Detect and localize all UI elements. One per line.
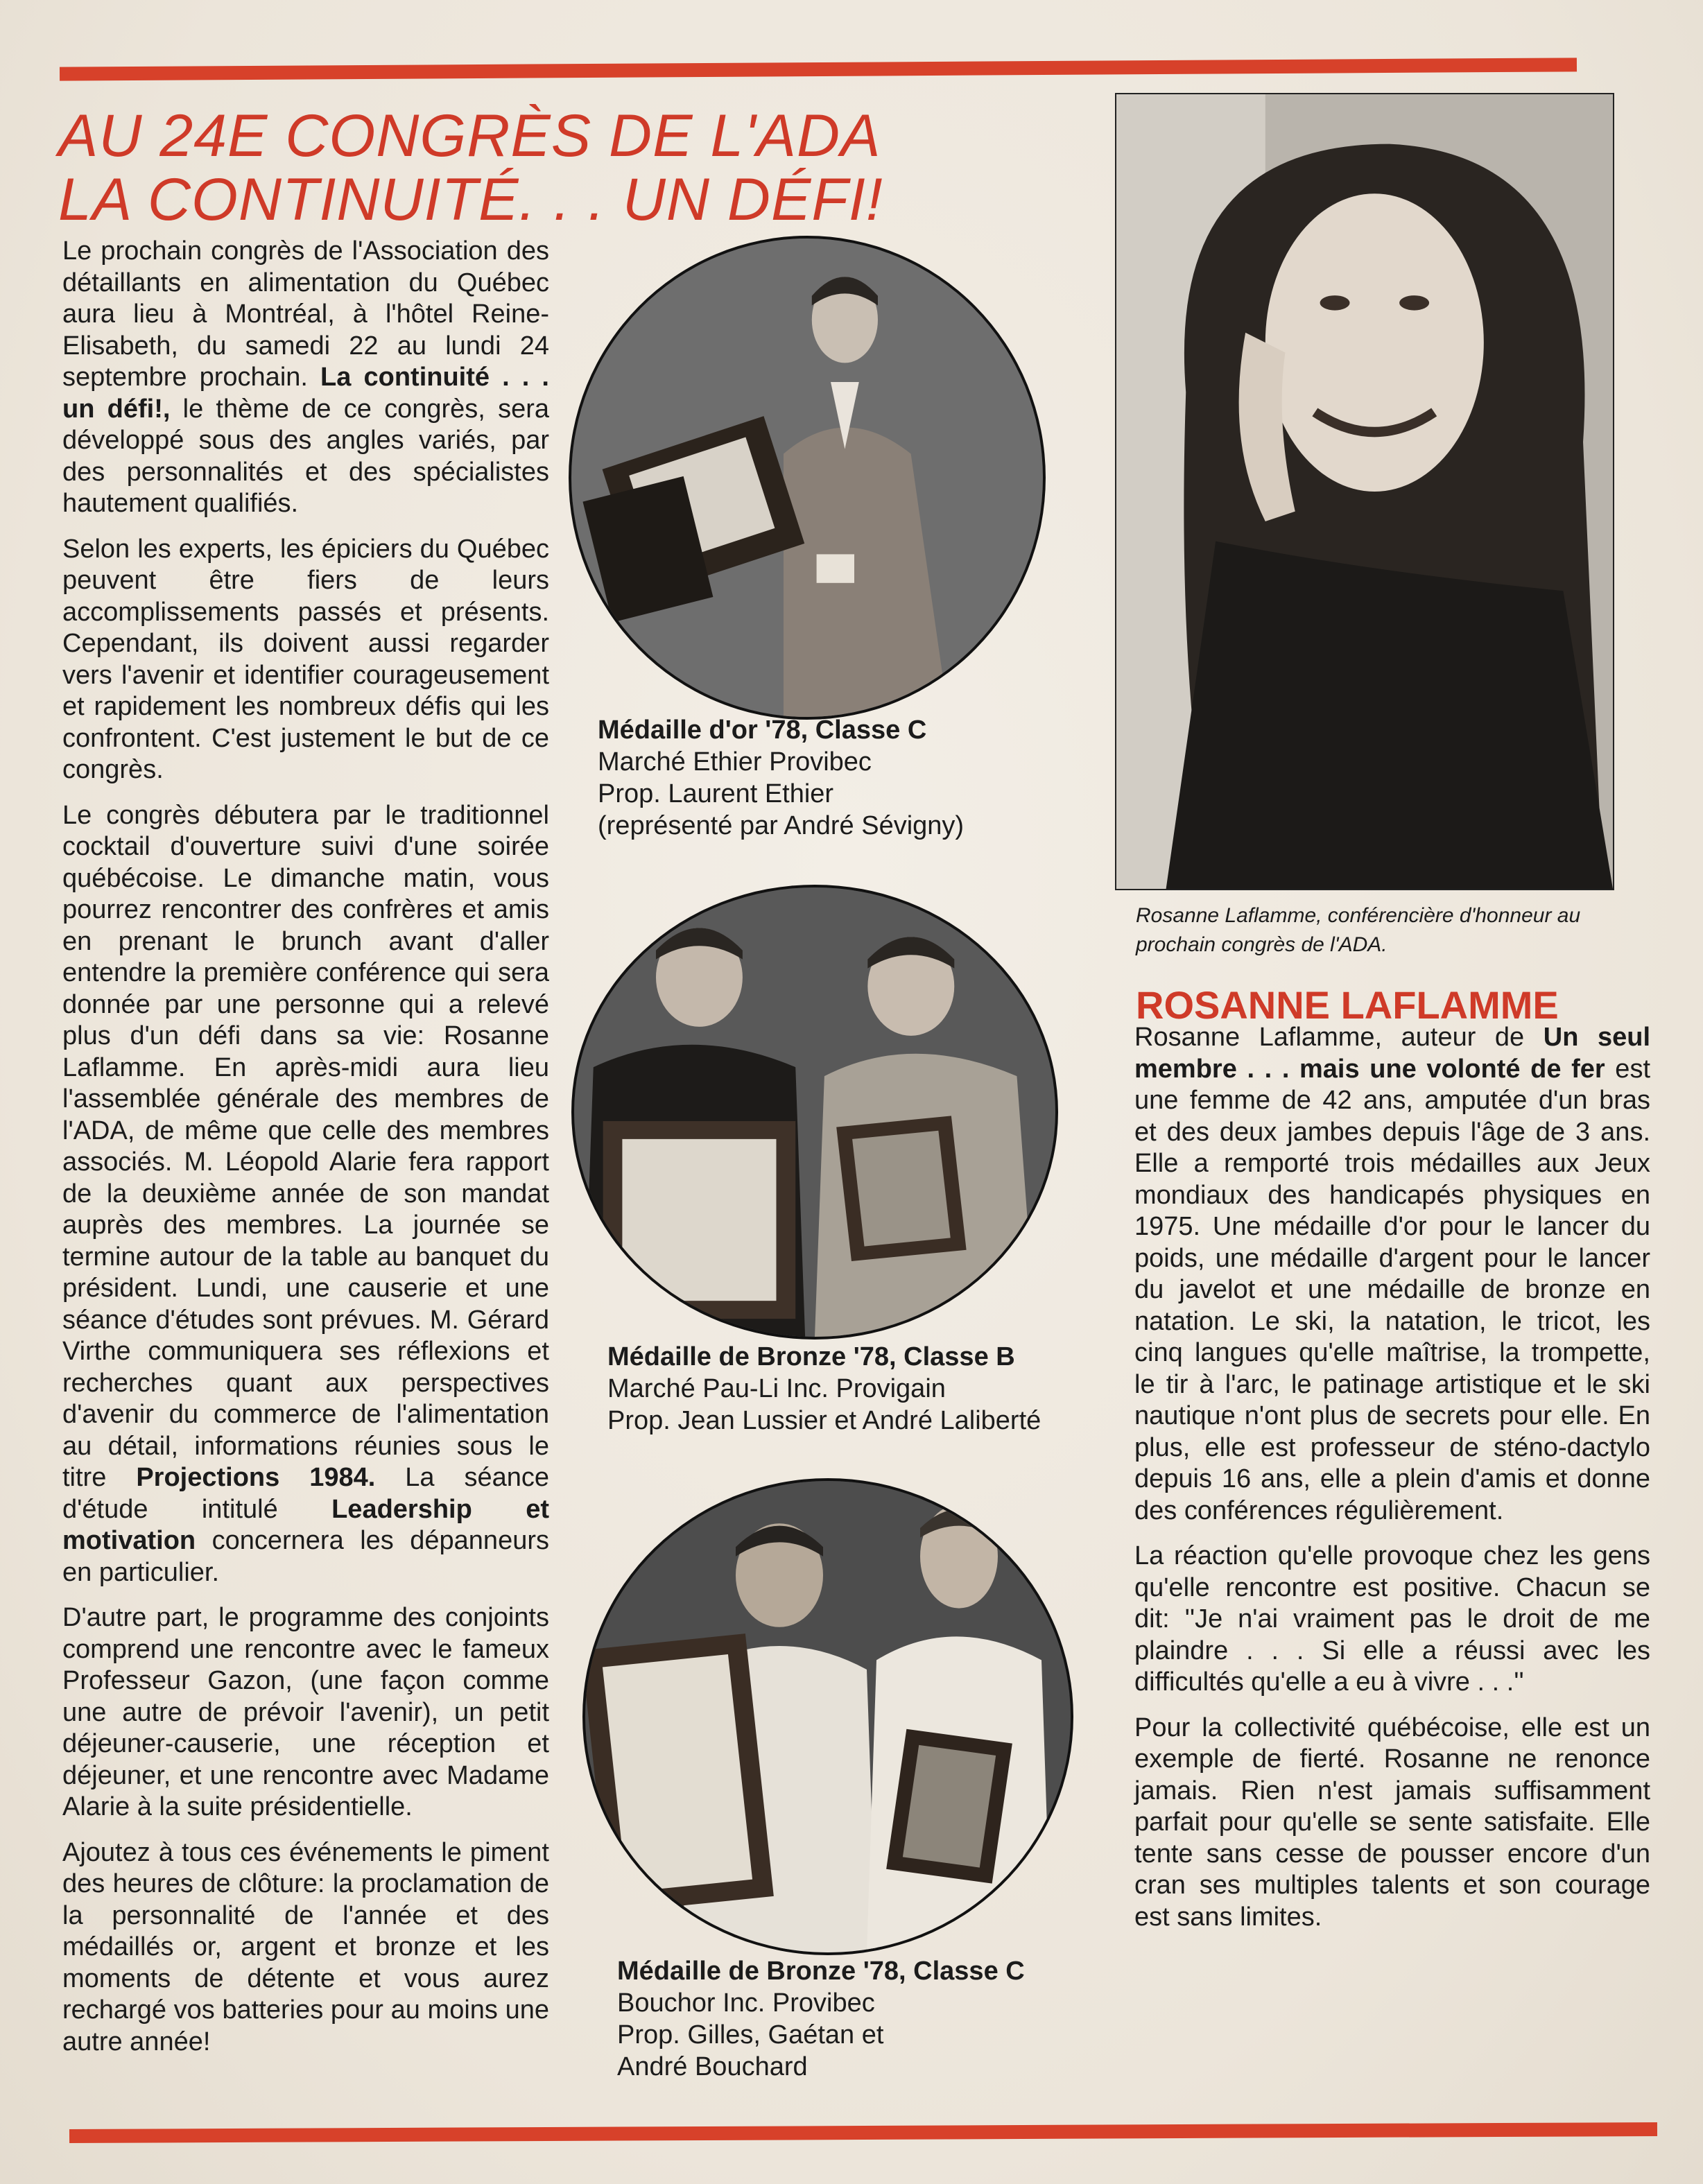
photo-bronze-medal-b — [571, 885, 1058, 1340]
bold-leadership: Leadership et motivation — [62, 1494, 549, 1555]
caption-bronze-medal-b — [607, 1341, 1134, 1437]
caption-line: Prop. Gilles, Gaétan et — [617, 2020, 884, 2049]
photo-gold-medal — [569, 236, 1046, 720]
caption-bronze-medal-c — [617, 1955, 1116, 2083]
caption-line: André Bouchard — [617, 2052, 808, 2081]
section-subhead: ROSANNE LAFLAMME — [1136, 983, 1559, 1027]
caption-title: Médaille de Bronze '78, Classe B — [607, 1342, 1015, 1371]
bold-book-title: Un seul membre . . . mais une volonté de fer — [1134, 1023, 1650, 1084]
caption-line: Prop. Jean Lussier et André Laliberté — [607, 1406, 1041, 1435]
bold-projections: Projections 1984. — [136, 1463, 376, 1492]
portrait-caption: Rosanne Laflamme, conférencière d'honneur au prochain congrès de l'ADA. — [1136, 904, 1581, 956]
text-run: La séance d'étude intitulé — [62, 1463, 550, 1524]
left-paragraph-4: D'autre part, le programme des conjoints comprend une rencontre avec le fameux Professeur Gazon, (une façon comme une autre de prévoir l'avenir), un petit déjeuner-causerie, une réception et déjeuner, et une rencontre avec Madame Alarie à la suite présidentielle. — [62, 1603, 549, 1821]
text-run: Le congrès débutera par le traditionnel cocktail d'ouverture suivi d'une soirée québécoise. Le dimanche matin, vous pourrez rencontrer des confrères et amis en prenant le brunch avant d'aller entendre la première conférence qui sera donnée par une personne qui a relevé plus d'un défi dans sa vie: Rosanne Laflamme. En après-midi aura lieu l'assemblée générale des membres de l'ADA, de même que celle des membres associés. M. Léopold Alarie fera rapport de la deuxième année de son mandat auprès des membres. La journée se termine autour de la table au banquet du président. Lundi, une causerie et une séance d'études sont prévues. M. Gérard Virthe communiquera ses réflexions et recherches quant aux perspectives d'avenir du commerce de l'alimentation au détail, informations réunies sous le titre — [62, 800, 549, 1492]
text-run: Le prochain congrès de l'Association des détaillants en alimentation du Québec aura lieu à Montréal, à l'hôtel Reine-Elisabeth, du samedi 22 au lundi 24 septembre prochain. — [62, 236, 549, 392]
caption-line: Prop. Laurent Ethier — [598, 779, 834, 808]
caption-line: Bouchor Inc. Provibec — [617, 1988, 875, 2018]
caption-title: Médaille de Bronze '78, Classe C — [617, 1957, 1025, 1986]
caption-line: Marché Pau-Li Inc. Provigain — [607, 1374, 946, 1403]
caption-line: Marché Ethier Provibec — [598, 747, 872, 777]
caption-gold-medal — [598, 714, 1097, 842]
right-paragraph-3: Pour la collectivité québécoise, elle est un exemple de fierté. Rosanne ne renonce jamais. Rien n'est jamais suffisamment parfait pour qu'elle se sente satisfaite. Elle tente sans cesse de pousser encore d'un cran ses multiples talents et son courage est sans limites. — [1134, 1713, 1650, 1932]
headline-line-1: AU 24E CONGRÈS DE L'ADA — [58, 103, 881, 169]
top-red-rule — [60, 58, 1577, 80]
text-run: le thème de ce congrès, sera développé sous des angles variés, par des personnalités et des spécialistes hautement qualifiés. — [62, 394, 549, 518]
left-paragraph-1 — [62, 236, 549, 520]
photo-bronze-medal-c — [582, 1478, 1073, 1955]
right-paragraph-2: La réaction qu'elle provoque chez les gens qu'elle rencontre est positive. Chacun se dit: ''Je n'ai vraiment pas le droit de me plaindre . . . Si elle a réussi avec les difficultés qu'elle a eu à vivre . . .'' — [1134, 1541, 1650, 1697]
bold-theme: La continuité . . . un défi!, — [62, 363, 549, 424]
right-paragraph-1 — [1134, 1022, 1650, 1527]
left-paragraph-2: Selon les experts, les épiciers du Québec peuvent être fiers de leurs accomplissements passés et présents. Cependant, ils doivent aussi regarder vers l'avenir et identifier courageusement et rapidement les nombreux défis qui les confrontent. C'est justement le but de ce congrès. — [62, 534, 549, 784]
bottom-red-rule — [69, 2122, 1657, 2143]
text-run: concernera les dépanneurs en particulier. — [62, 1526, 549, 1587]
right-text-column — [1134, 1022, 1650, 1947]
headline-line-2: LA CONTINUITÉ. . . UN DÉFI! — [58, 166, 883, 233]
left-text-column — [62, 236, 549, 2072]
caption-title: Médaille d'or '78, Classe C — [598, 716, 927, 745]
article-headline — [58, 104, 1098, 232]
text-run: Rosanne Laflamme, auteur de — [1134, 1023, 1544, 1052]
left-paragraph-5: Ajoutez à tous ces événements le piment des heures de clôture: la proclamation de la personnalité de l'année et des médaillés or, argent et bronze et les moments de détente et vous aurez rechargé vos batteries pour au moins une autre année! — [62, 1837, 549, 2056]
portrait-photo — [1115, 93, 1614, 890]
caption-line: (représenté par André Sévigny) — [598, 811, 965, 840]
left-paragraph-3 — [62, 800, 549, 1589]
text-run: est une femme de 42 ans, amputée d'un bras et des deux jambes depuis l'âge de 3 ans. Elle a remporté trois médailles aux Jeux mondiaux des handicapés physiques en 1975. Une médaille d'or pour le lancer du poids, une médaille d'argent pour le lancer du javelot et une médaille de bronze en natation. Le ski, la natation, le tricot, les cinq langues qu'elle maîtrise, la trompette, le tir à l'arc, le patinage artistique et le ski nautique n'ont plus de secrets pour elle. En plus, elle est professeur de sténo-dactylo depuis 16 ans, elle a plein d'amis et donne des conférences régulièrement. — [1134, 1054, 1650, 1525]
